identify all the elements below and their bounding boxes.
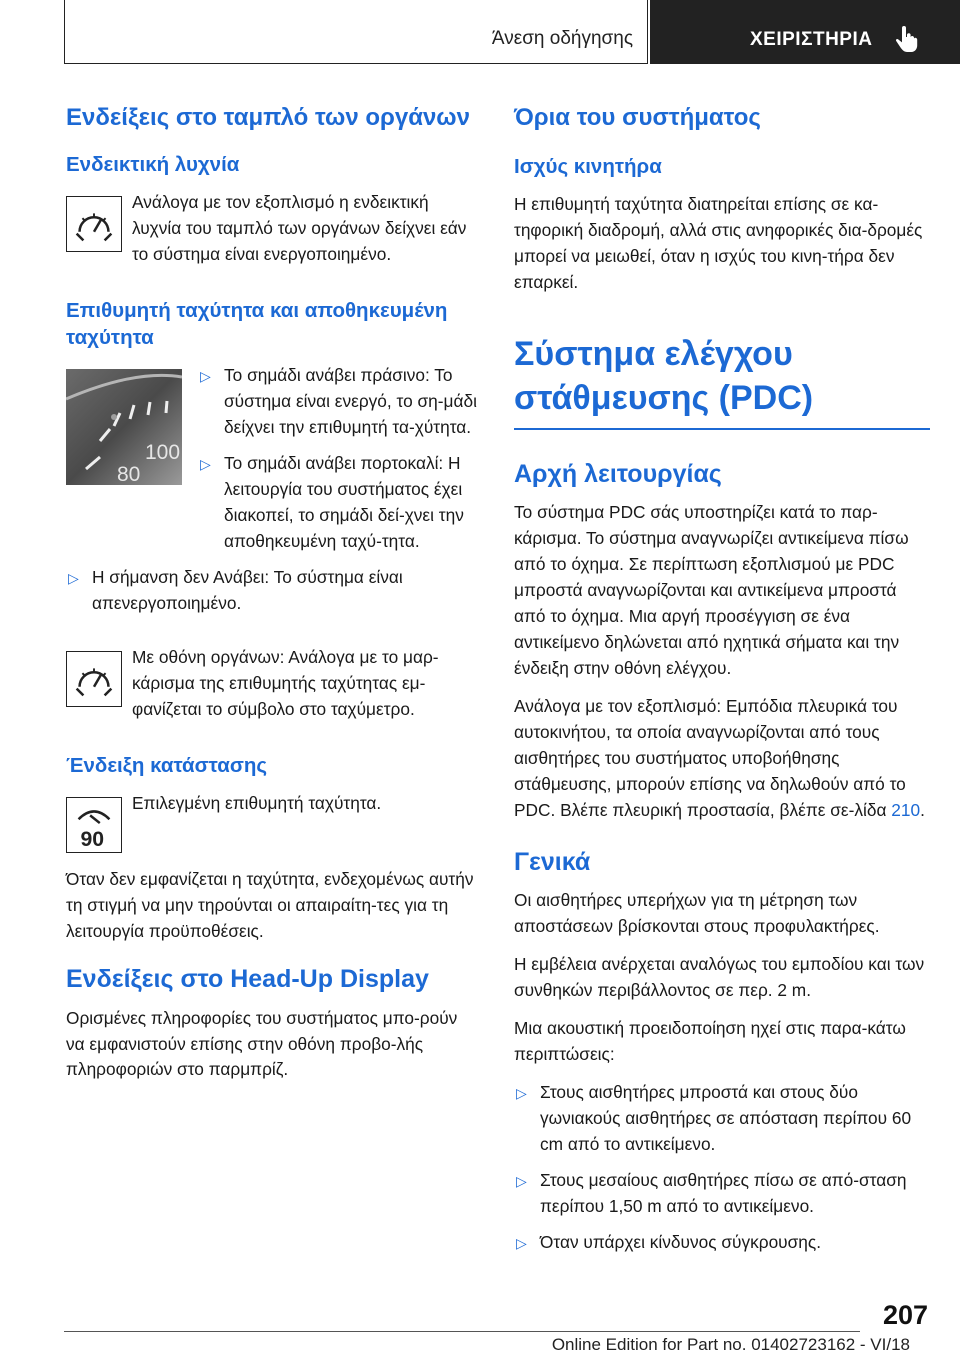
- heading-desired-speed: Επιθυμητή ταχύτητα και αποθηκευμένη ταχύτητα: [66, 299, 448, 349]
- gauge-label-80: 80: [117, 463, 141, 486]
- bullet-orange-text: Το σημάδι ανάβει πορτοκαλί: Η λειτουργία του συστήματος έχει διακοπεί, το σημάδι δεί-χνει την αποθηκευμένη ταχύ-τητα.: [224, 453, 464, 552]
- bullet-marker: ▷: [516, 1234, 527, 1251]
- list-item: [514, 1168, 930, 1220]
- heading-divider: [514, 428, 930, 430]
- acoustic-text: Μια ακουστική προειδοποίηση ηχεί στις παρα-κάτω περιπτώσεις:: [514, 1017, 906, 1064]
- heading-principle: Αρχή λειτουργίας: [514, 459, 722, 488]
- bullet-text: Όταν υπάρχει κίνδυνος σύγκρουσης.: [540, 1231, 822, 1252]
- bullet-marker: ▷: [200, 456, 211, 473]
- heading-system-limits: Όρια του συστήματος: [514, 104, 761, 131]
- bullet-text: Στους μεσαίους αισθητήρες πίσω σε από-σταση περίπου 1,50 m από το αντικείμενο.: [540, 1169, 907, 1216]
- engine-power-text: Η επιθυμητή ταχύτητα διατηρείται επίσης σε κα-τηφορική διαδρομή, αλλά στις ανηφορικές δια-δρομές μπορεί να μειωθεί, όταν η ισχύς του κινη-τήρα δεν επαρκεί.: [514, 194, 923, 293]
- equipment-text-body: Ανάλογα με τον εξοπλισμό: Εμπόδια πλευρικά του αυτοκινήτου, τα οποία αναγνωρίζονται από τους αισθητήρες του συστήματος υποβοήθησης στάθμευσης, μπορούν επίσης να δηλωθούν από το PDC. Βλέπε πλευρική προστασία, βλέπε σε-λίδα: [514, 696, 906, 820]
- list-item: [66, 565, 480, 617]
- no-speed-text: Όταν δεν εμφανίζεται η ταχύτητα, ενδεχομένως αυτήν τη στιγμή να μην τηρούνται οι απαιραίτη-τες για τη λειτουργία προϋποθέσεις.: [66, 869, 474, 942]
- heading-instrument-indications: Ενδείξεις στο ταμπλό των οργάνων: [66, 104, 470, 131]
- footer-divider: [64, 1331, 860, 1332]
- indicator-lamp-block: [66, 190, 480, 268]
- speedometer-image: [66, 369, 182, 485]
- hand-pointer-icon: [894, 26, 918, 52]
- range-text: Η εμβέλεια ανέρχεται αναλόγως του εμποδίου και των συνθηκών περιβάλλοντος σε περ. 2 m.: [514, 954, 925, 1000]
- list-item: [198, 451, 480, 555]
- footer-edition: Online Edition for Part no. 01402723162 - VI/18: [551, 1335, 910, 1354]
- heading-head-up-display: Ενδείξεις στο Head-Up Display: [66, 965, 429, 994]
- bullet-marker: ▷: [516, 1172, 527, 1189]
- page-number: 207: [882, 1300, 928, 1330]
- bullet-marker: ▷: [68, 569, 79, 586]
- principle-text: Το σύστημα PDC σάς υποστηρίζει κατά το παρ-κάρισμα. Το σύστημα αναγνωρίζει αντικείμενα πίσω από το όχημα. Σε περίπτωση εξοπλισμού με PDC μπροστά αναγνωρίζονται και αντικείμενα μπροστά από το όχημα. Μια αργή προσέγγιση σε ένα αντικείμενο δηλώνεται από ηχητικά σήματα και την ένδειξη στην οθόνη ελέγχου.: [514, 502, 909, 679]
- bullet-off-text: Η σήμανση δεν Ανάβει: Το σύστημα είναι απενεργοποιημένο.: [92, 566, 403, 613]
- left-column: [66, 102, 480, 1095]
- gauge-label-100: 100: [145, 441, 181, 465]
- bullet-green-text: Το σημάδι ανάβει πράσινο: Το σύστημα είναι ενεργό, το ση-μάδι δείχνει την επιθυμητή τα-χύτητα.: [224, 365, 477, 438]
- head-up-display-text: Ορισμένες πληροφορίες του συστήματος μπο-ρούν να εμφανιστούν επίσης στην οθόνη προβο-λής πληροφοριών στο παρμπρίζ.: [66, 1007, 458, 1080]
- list-item: [514, 1230, 930, 1256]
- speed-control-icon: [66, 651, 122, 707]
- header-section-frame: [64, 0, 648, 64]
- heading-pdc: Σύστημα ελέγχου στάθμευσης (PDC): [514, 335, 814, 418]
- bullet-text: Στους αισθητήρες μπροστά και στους δύο γωνιακούς αισθητήρες σε απόσταση περίπου 60 cm από το αντικείμενο.: [540, 1081, 912, 1154]
- header-section-title: Άνεση οδήγησης: [491, 28, 633, 49]
- indicator-lamp-text: Ανάλογα με τον εξοπλισμό η ενδεικτική λυχνία του ταμπλό των οργάνων δείχνει εάν το σύστημα είναι ενεργοποιημένο.: [132, 192, 467, 265]
- bullet-marker: ▷: [200, 368, 211, 385]
- bullet-marker: ▷: [516, 1084, 527, 1101]
- sensors-text: Οι αισθητήρες υπερήχων για τη μέτρηση των αποστάσεων βρίσκονται στους προφυλακτήρες.: [514, 890, 880, 937]
- status-block: [66, 791, 480, 853]
- right-column: [514, 102, 930, 1266]
- desired-speed-block: [66, 363, 480, 565]
- header-chapter-tab[interactable]: [650, 0, 960, 64]
- status-speed-value: 90: [80, 828, 105, 852]
- equipment-text-period: .: [920, 799, 925, 820]
- desired-speed-bullets: [198, 363, 480, 565]
- heading-engine-power: Ισχύς κινητήρα: [514, 154, 662, 178]
- status-text: Επιλεγμένη επιθυμητή ταχύτητα.: [132, 793, 382, 814]
- heading-general: Γενικά: [514, 847, 591, 876]
- list-item: [514, 1080, 930, 1158]
- display-block: [66, 645, 480, 723]
- page-reference-link[interactable]: 210: [891, 799, 921, 820]
- equipment-text: [514, 694, 930, 824]
- speed-control-icon: [66, 196, 122, 252]
- heading-indicator-lamp: Ενδεικτική λυχνία: [66, 152, 240, 176]
- display-text: Με οθόνη οργάνων: Ανάλογα με το μαρ-κάρισμα της επιθυμητής ταχύτητας εμ-φανίζεται το σύμβολο στο ταχύμετρο.: [132, 646, 439, 719]
- list-item: [198, 363, 480, 441]
- heading-status-indication: Ένδειξη κατάστασης: [66, 753, 268, 777]
- header-chapter-label: ΧΕΙΡΙΣΤΗΡΙΑ: [750, 29, 873, 50]
- speed-status-icon: [66, 797, 122, 853]
